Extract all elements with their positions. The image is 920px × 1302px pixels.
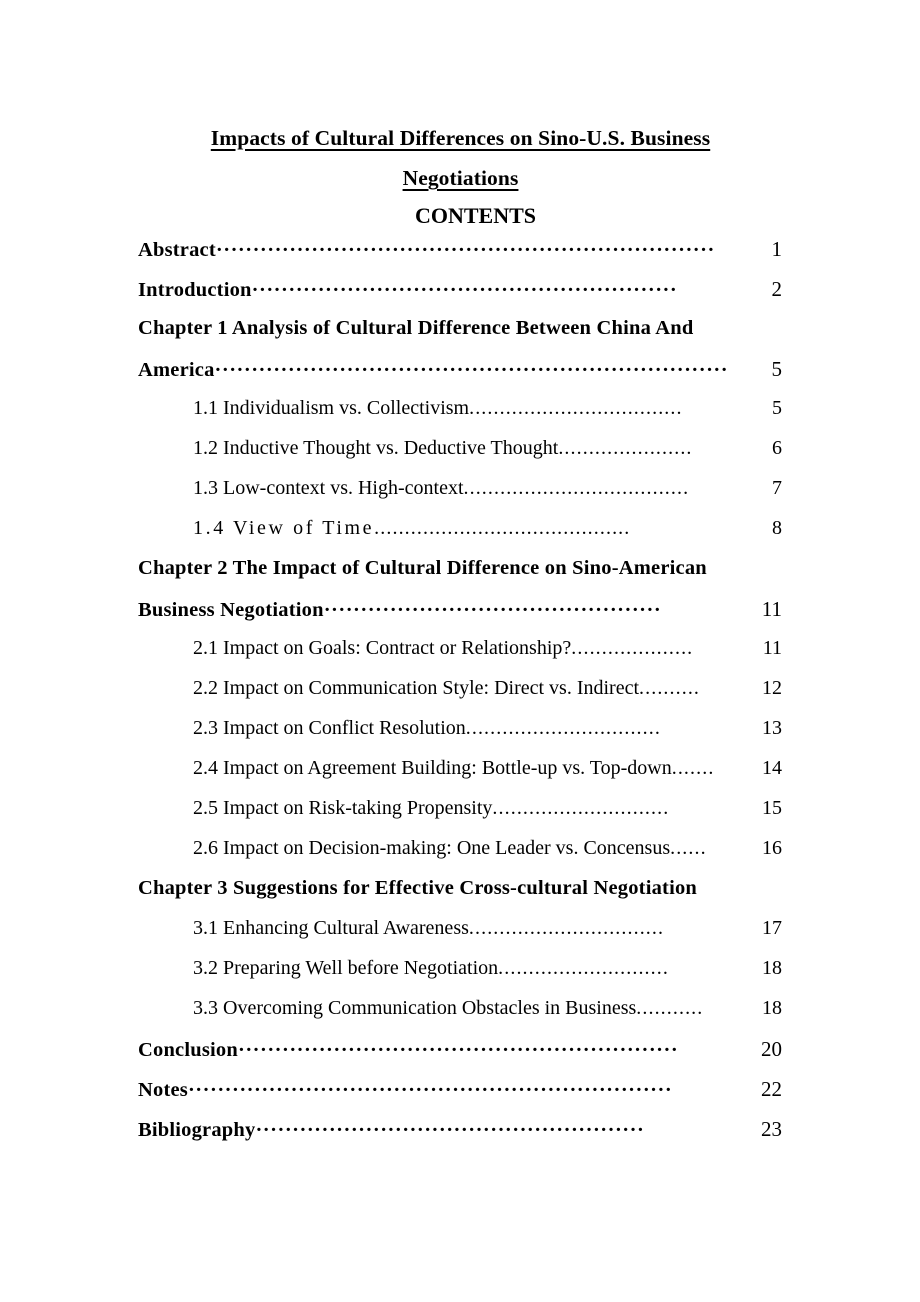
- toc-entry[interactable]: [0, 357, 920, 397]
- toc-dot-leader: ··············································: [323, 598, 662, 621]
- toc-page-number: 12: [762, 677, 782, 699]
- toc-entry-label: Notes: [138, 1079, 188, 1101]
- toc-dot-leader: .....................................: [463, 477, 690, 499]
- toc-entry[interactable]: [0, 877, 920, 917]
- toc-page-number: 5: [771, 357, 782, 381]
- toc-page-number: 20: [761, 1037, 782, 1061]
- toc-entry-label: 1.4 View of Time: [193, 517, 375, 539]
- document-title-text-2: Negotiations: [402, 166, 519, 190]
- toc-entry-label: Abstract: [138, 239, 216, 261]
- toc-dot-leader: ······································································: [214, 358, 729, 381]
- toc-dot-leader: ................................: [468, 917, 665, 939]
- toc-entry[interactable]: [0, 637, 920, 677]
- contents-heading: CONTENTS: [414, 203, 537, 228]
- toc-entry-label: 2.3 Impact on Conflict Resolution: [193, 717, 466, 739]
- toc-entry[interactable]: [0, 277, 920, 317]
- toc-dot-leader: ..........................................: [374, 517, 631, 539]
- toc-entry-label: Conclusion: [138, 1039, 238, 1061]
- toc-entry[interactable]: [0, 957, 920, 997]
- toc-entry-label: 3.2 Preparing Well before Negotiation: [193, 957, 499, 979]
- toc-page-number: 23: [761, 1117, 782, 1141]
- document-title-line-1: [138, 118, 783, 158]
- toc-entry[interactable]: [0, 797, 920, 837]
- toc-dot-leader: ......: [670, 837, 707, 859]
- toc-entry[interactable]: [0, 1077, 920, 1117]
- toc-entry[interactable]: [0, 477, 920, 517]
- toc-dot-leader: ...........: [636, 997, 704, 1019]
- toc-page-number: 16: [762, 837, 782, 859]
- toc-dot-leader: ............................: [498, 957, 669, 979]
- toc-entry[interactable]: [0, 757, 920, 797]
- toc-page-number: 11: [761, 597, 782, 621]
- toc-entry-label: Bibliography: [138, 1119, 256, 1141]
- toc-entry[interactable]: [0, 437, 920, 477]
- toc-dot-leader: .......: [671, 757, 715, 779]
- toc-entry[interactable]: [0, 1037, 920, 1077]
- toc-dot-leader: .............................: [492, 797, 670, 819]
- toc-entry-label: 3.1 Enhancing Cultural Awareness: [193, 917, 469, 939]
- toc-page-number: 15: [762, 797, 782, 819]
- toc-entry[interactable]: [0, 557, 920, 597]
- document-title: [138, 118, 783, 198]
- toc-entry-label: America: [138, 359, 215, 381]
- toc-dot-leader: ··························································: [251, 278, 678, 301]
- toc-page-number: 22: [761, 1077, 782, 1101]
- toc-page-number: 18: [762, 957, 782, 979]
- toc-entry[interactable]: [0, 997, 920, 1037]
- toc-dot-leader: ·····················································: [255, 1118, 645, 1141]
- toc-entry[interactable]: [0, 237, 920, 277]
- toc-page-number: 11: [762, 637, 782, 659]
- toc-entry-label: Chapter 3 Suggestions for Effective Cross-cultural Negotiation: [138, 877, 698, 899]
- toc-entry-label: Chapter 1 Analysis of Cultural Difference Between China And: [138, 317, 694, 339]
- toc-dot-leader: ..........: [639, 677, 701, 699]
- toc-entry[interactable]: [0, 837, 920, 877]
- document-title-text-1: Impacts of Cultural Differences on Sino-U.S. Business: [210, 126, 711, 150]
- toc-entry-label: 2.2 Impact on Communication Style: Direct vs. Indirect: [193, 677, 640, 699]
- toc-entry[interactable]: [0, 677, 920, 717]
- toc-entry-label: Chapter 2 The Impact of Cultural Difference on Sino-American: [138, 557, 707, 579]
- toc-entry-label: 1.1 Individualism vs. Collectivism: [193, 397, 470, 419]
- table-of-contents: [0, 237, 920, 1157]
- toc-entry[interactable]: [0, 317, 920, 357]
- toc-dot-leader: ··································································: [187, 1078, 673, 1101]
- toc-dot-leader: ................................: [465, 717, 661, 739]
- toc-page-number: 14: [762, 757, 782, 779]
- toc-entry[interactable]: [0, 717, 920, 757]
- toc-entry-label: 2.1 Impact on Goals: Contract or Relationship?: [193, 637, 572, 659]
- document-title-line-2: [138, 158, 783, 198]
- toc-page-number: 17: [762, 917, 782, 939]
- toc-entry-label: Business Negotiation: [138, 599, 324, 621]
- toc-page-number: 18: [762, 997, 782, 1019]
- toc-entry-label: 2.4 Impact on Agreement Building: Bottle-up vs. Top-down: [193, 757, 672, 779]
- toc-entry[interactable]: [0, 1117, 920, 1157]
- toc-entry[interactable]: [0, 597, 920, 637]
- toc-page-number: 7: [772, 477, 782, 499]
- toc-dot-leader: ····························································: [237, 1038, 679, 1061]
- toc-dot-leader: ....................: [571, 637, 694, 659]
- toc-entry-label: 2.6 Impact on Decision-making: One Leader vs. Concensus: [193, 837, 671, 859]
- toc-entry-label: 2.5 Impact on Risk-taking Propensity: [193, 797, 493, 819]
- toc-entry[interactable]: [0, 397, 920, 437]
- toc-page-number: 5: [772, 397, 782, 419]
- toc-page-number: 8: [772, 517, 782, 539]
- toc-page-number: 6: [772, 437, 782, 459]
- toc-entry[interactable]: [0, 517, 920, 557]
- toc-dot-leader: ......................: [558, 437, 693, 459]
- toc-page-number: 2: [771, 277, 782, 301]
- toc-entry[interactable]: [0, 917, 920, 957]
- toc-dot-leader: ····································································: [215, 238, 715, 261]
- toc-dot-leader: ...................................: [469, 397, 683, 419]
- toc-page-number: 13: [762, 717, 782, 739]
- toc-entry-label: Introduction: [138, 279, 252, 301]
- toc-page-number: 1: [771, 237, 782, 261]
- toc-entry-label: 1.3 Low-context vs. High-context: [193, 477, 464, 499]
- toc-entry-label: 1.2 Inductive Thought vs. Deductive Thought: [193, 437, 559, 459]
- toc-entry-label: 3.3 Overcoming Communication Obstacles in Business: [193, 997, 637, 1019]
